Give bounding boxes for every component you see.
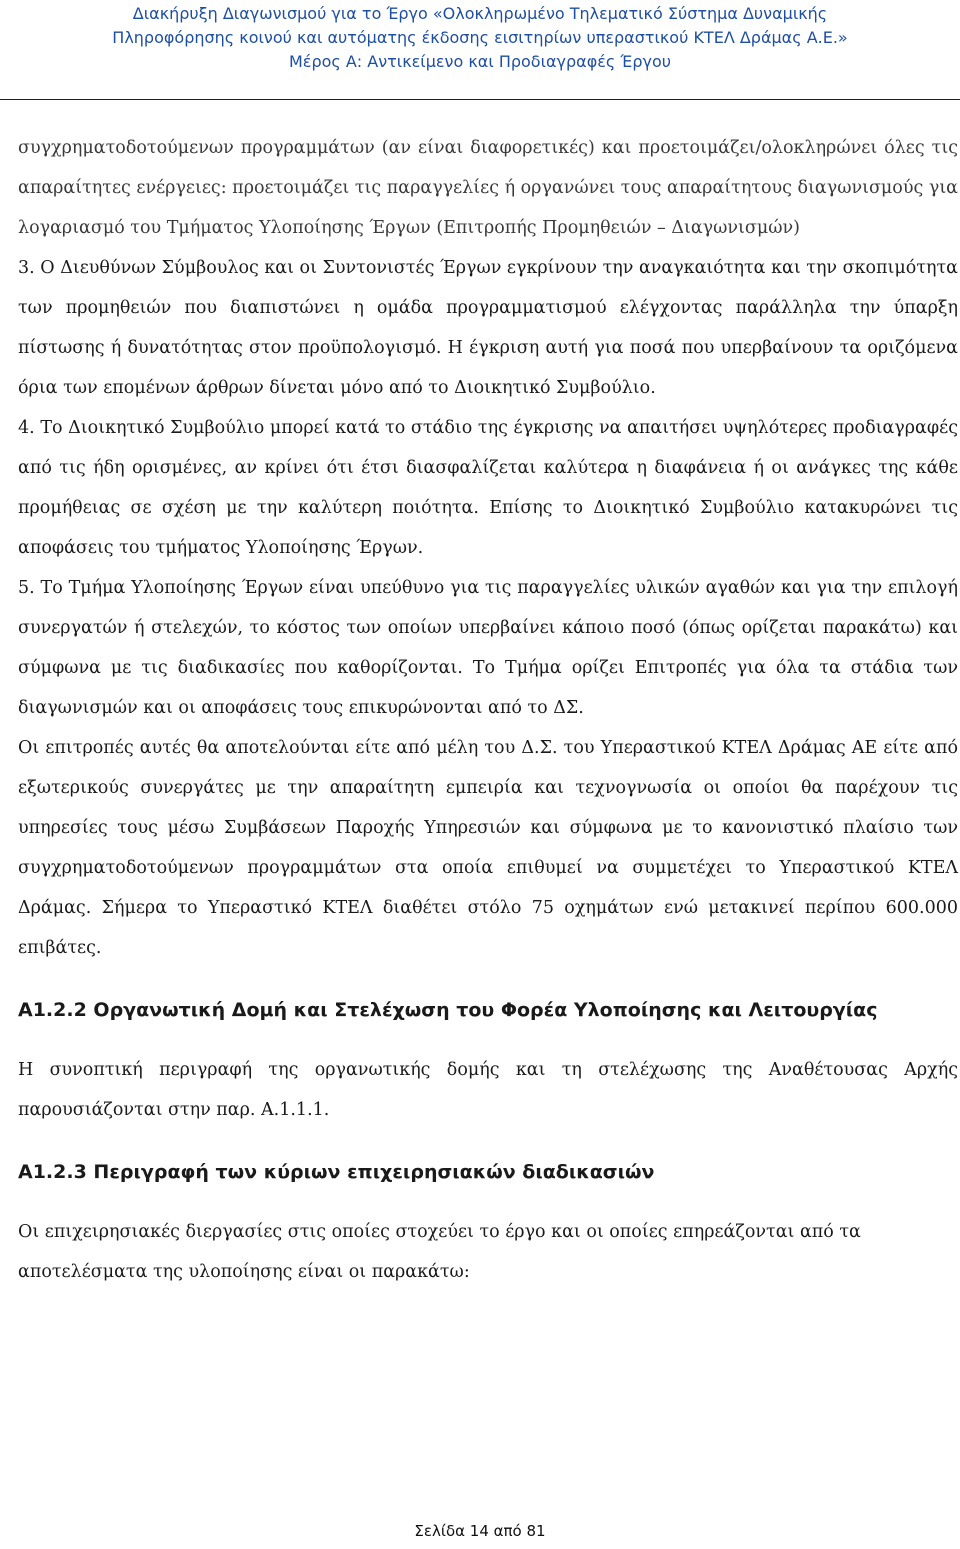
header-line-3: Μέρος Α: Αντικείμενο και Προδιαγραφές Έργου xyxy=(288,52,672,71)
paragraph-2: 3. Ο Διευθύνων Σύμβουλος και οι Συντονιστές Έργων εγκρίνουν την αναγκαιότητα και την σκοπιμότητα των προμηθειών που διαπιστώνει η ομάδα προγραμματισμού ελέγχοντας παράλληλα την ύπαρξη πίστωσης ή δυνατότητας στον προϋπολογισμό. Η έγκριση αυτή για ποσά που υπερβαίνουν τα οριζόμενα όρια των επομένων άρθρων δίνεται μόνο από το Διοικητικό Συμβούλιο. xyxy=(18,258,958,398)
section-heading-a123: Α1.2.3 Περιγραφή των κύριων επιχειρησιακών διαδικασιών xyxy=(18,1161,655,1183)
running-header xyxy=(0,2,960,74)
section-heading-a122: Α1.2.2 Οργανωτική Δομή και Στελέχωση του Φορέα Υλοποίησης και Λειτουργίας xyxy=(18,999,878,1021)
paragraph-4: 5. Το Τμήμα Υλοποίησης Έργων είναι υπεύθυνο για τις παραγγελίες υλικών αγαθών και για την επιλογή συνεργατών ή στελεχών, το κόστος των οποίων υπερβαίνει κάποιο ποσό (όπως ορίζεται παρακάτω) και σύμφωνα με τις διαδικασίες που καθορίζονται. Το Τμήμα ορίζει Επιτροπές για όλα τα στάδια των διαγωνισμών και οι αποφάσεις τους επικυρώνονται από το ΔΣ. xyxy=(18,578,958,718)
paragraph-1: συγχρηματοδοτούμενων προγραμμάτων (αν είναι διαφορετικές) και προετοιμάζει/ολοκληρώνει όλες τις απαραίτητες ενέργειες: προετοιμάζει τις παραγγελίες ή οργανώνει τους απαραίτητους διαγωνισμούς για λογαριασμό του Τμήματος Υλοποίησης Έργων (Επιτροπής Προμηθειών – Διαγωνισμών) xyxy=(18,138,958,238)
paragraph-5: Οι επιτροπές αυτές θα αποτελούνται είτε από μέλη του Δ.Σ. του Υπεραστικού ΚΤΕΛ Δράμας ΑΕ είτε από εξωτερικούς συνεργάτες με την απαραίτητη εμπειρία και τεχνογνωσία οι οποίοι θα παρέχουν τις υπηρεσίες τους μέσω Συμβάσεων Παροχής Υπηρεσιών και σύμφωνα με το κανονιστικό πλαίσιο των συγχρηματοδοτούμενων προγραμμάτων στα οποία επιθυμεί να συμμετέχει το Υπεραστικού ΚΤΕΛ Δράμας. Σήμερα το Υπεραστικό ΚΤΕΛ διαθέτει στόλο 75 οχημάτων ενώ μετακινεί περίπου 600.000 επιβάτες. xyxy=(18,738,958,958)
paragraph-3: 4. Το Διοικητικό Συμβούλιο μπορεί κατά το στάδιο της έγκρισης να απαιτήσει υψηλότερες προδιαγραφές από τις ήδη ορισμένες, αν κρίνει ότι έτσι διασφαλίζεται καλύτερα η διαφάνεια ή οι ανάγκες της κάθε προμήθειας σε σχέση με την καλύτερη ποιότητα. Επίσης το Διοικητικό Συμβούλιο κατακυρώνει τις αποφάσεις του τμήματος Υλοποίησης Έργων. xyxy=(18,418,958,558)
header-line-1: Διακήρυξη Διαγωνισμού για το Έργο «Ολοκληρωμένο Τηλεματικό Σύστημα Δυναμικής xyxy=(132,4,828,23)
page-number: Σελίδα 14 από 81 xyxy=(414,1522,546,1540)
section-a122-text: Η συνοπτική περιγραφή της οργανωτικής δομής και τη στελέχωσης της Αναθέτουσας Αρχής παρουσιάζονται στην παρ. Α.1.1.1. xyxy=(18,1060,958,1120)
document-body xyxy=(18,128,958,1292)
header-line-2: Πληροφόρησης κοινού και αυτόματης έκδοσης εισιτηρίων υπεραστικού ΚΤΕΛ Δράμας Α.Ε.» xyxy=(112,28,848,47)
header-divider xyxy=(0,99,960,100)
section-a123-text: Οι επιχειρησιακές διεργασίες στις οποίες στοχεύει το έργο και οι οποίες επηρεάζονται από τα αποτελέσματα της υλοποίησης είναι οι παρακάτω: xyxy=(18,1222,861,1282)
